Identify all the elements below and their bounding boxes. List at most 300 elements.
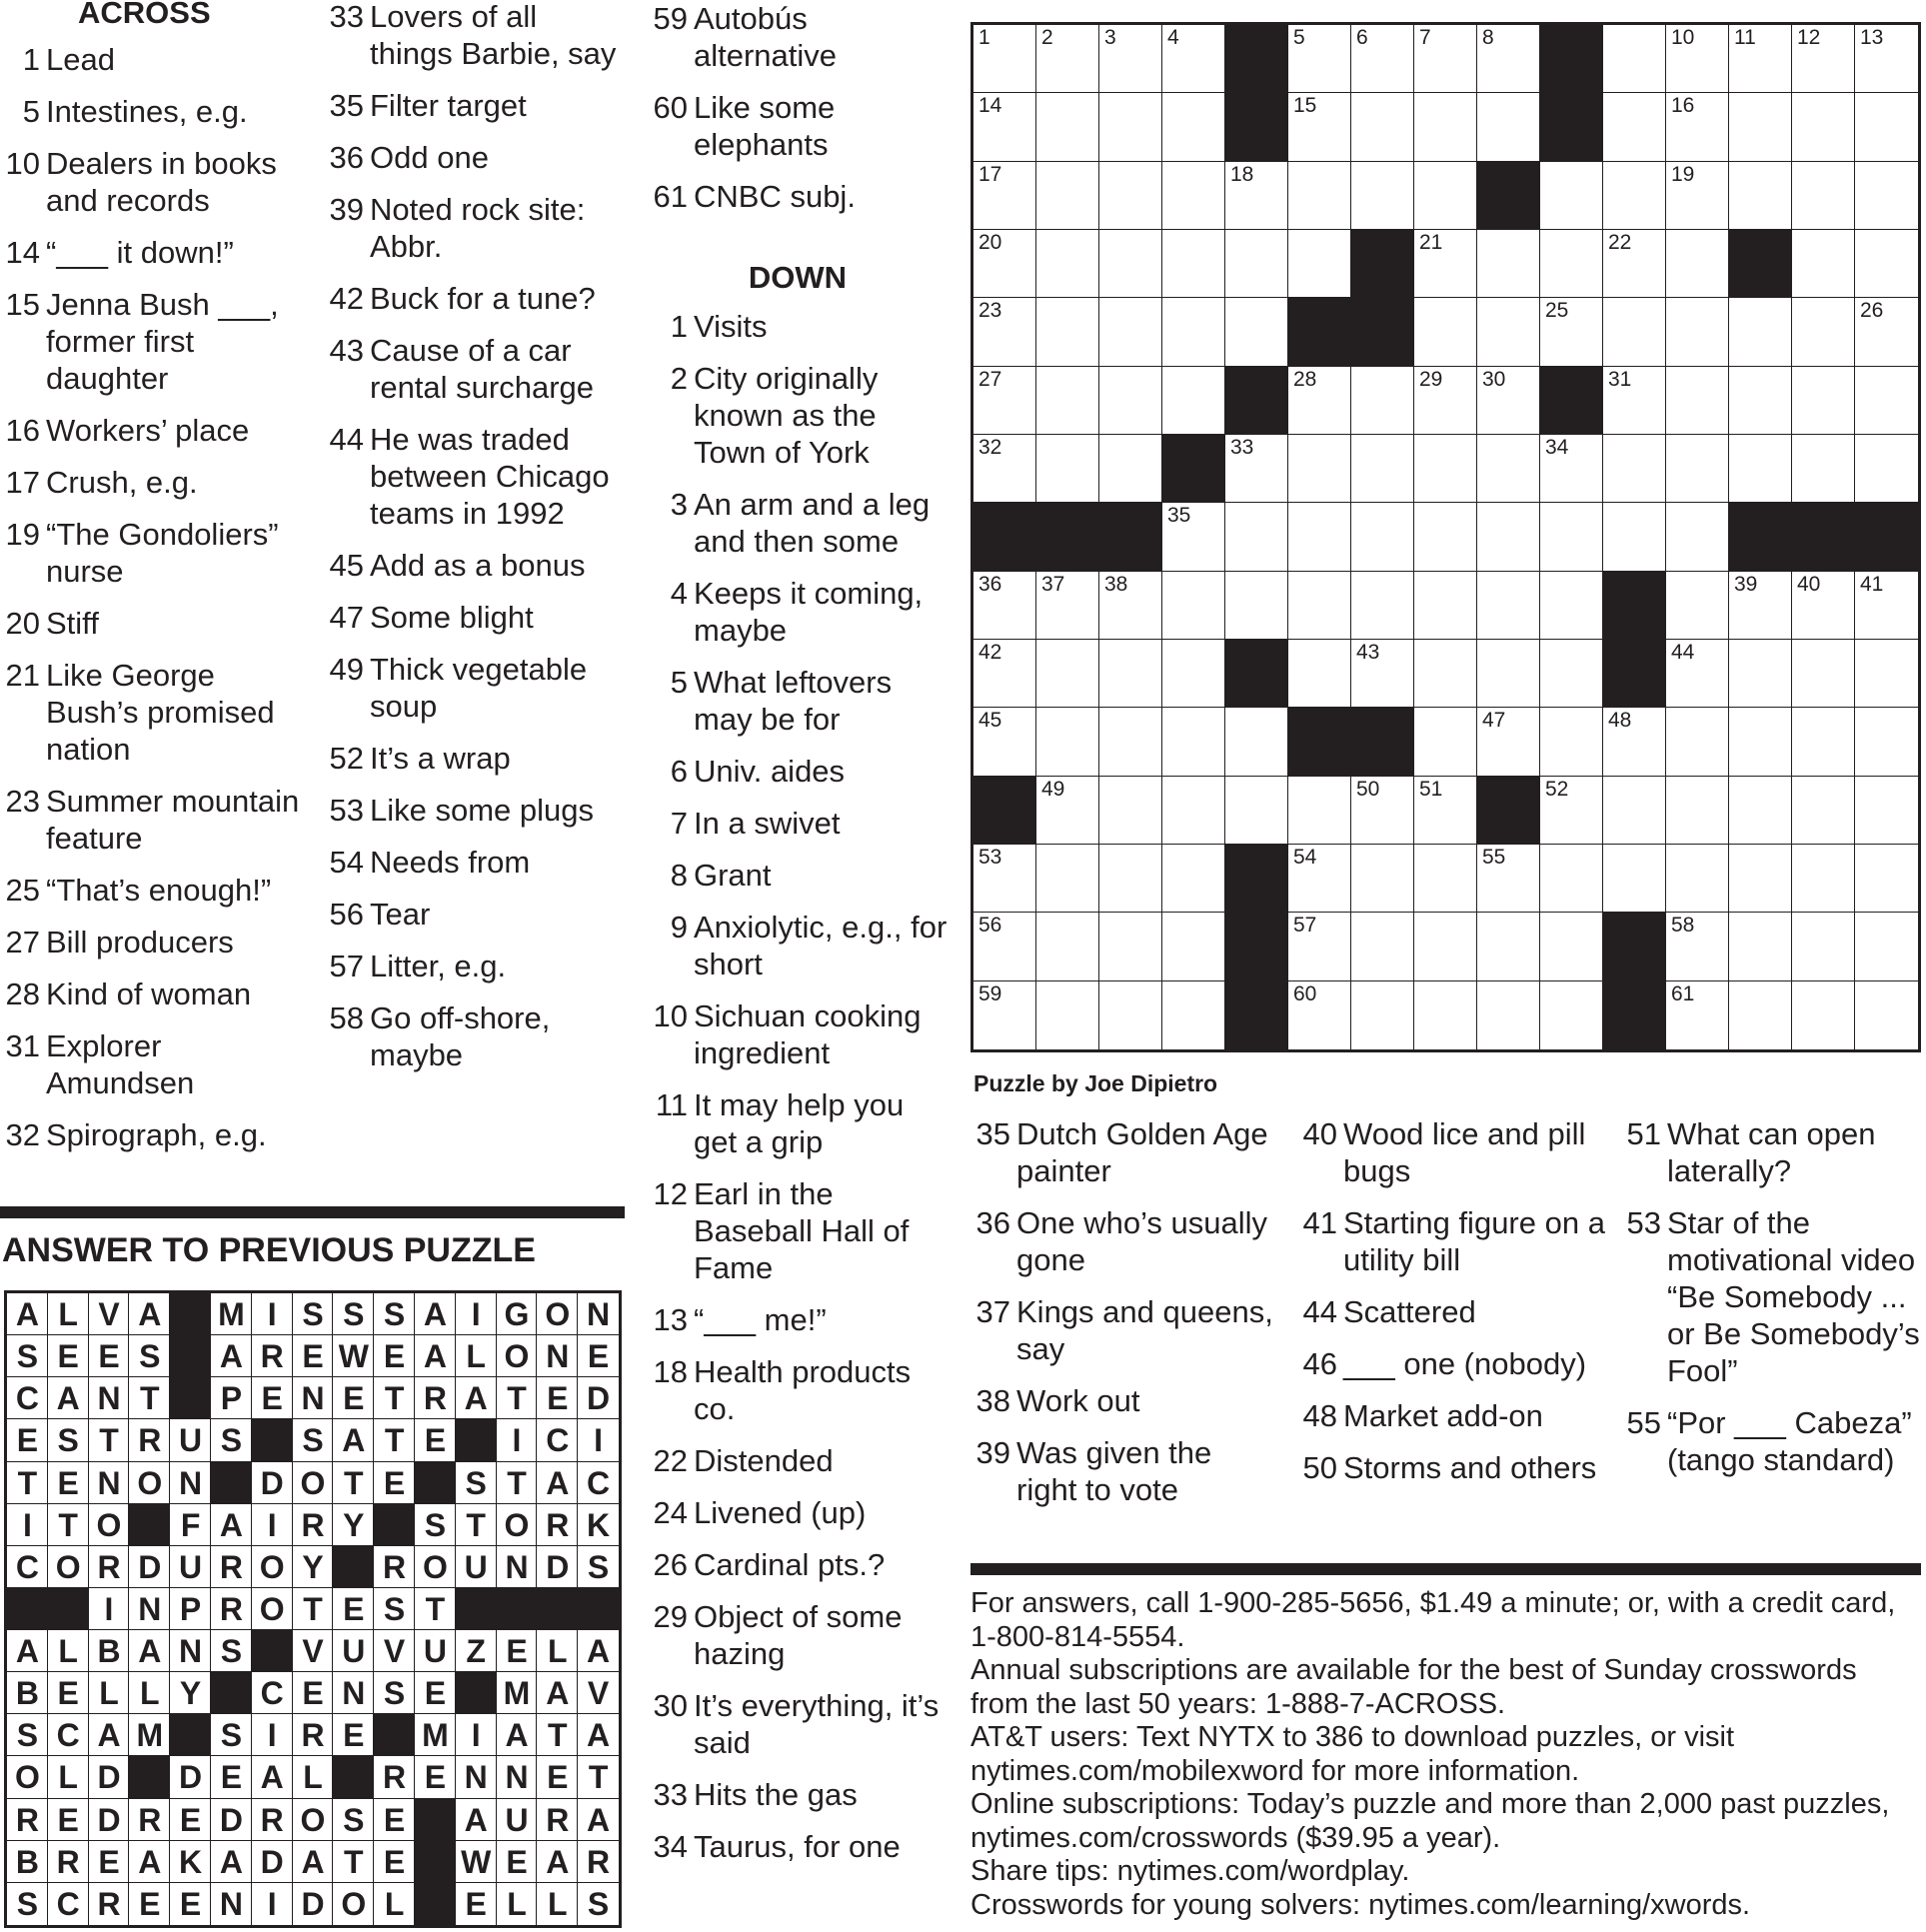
grid-cell[interactable]	[1099, 230, 1162, 298]
answer-letter: E	[333, 1588, 374, 1630]
grid-cell[interactable]	[1036, 708, 1099, 776]
grid-cell[interactable]	[1099, 25, 1162, 93]
grid-cell[interactable]	[1603, 435, 1666, 503]
grid-cell[interactable]	[1036, 981, 1099, 1049]
answer-letter: M	[211, 1293, 252, 1335]
clue-text: Crush, e.g.	[46, 465, 198, 500]
grid-cell[interactable]	[973, 708, 1036, 776]
grid-cell[interactable]	[1855, 981, 1918, 1049]
grid-cell[interactable]	[1792, 708, 1855, 776]
black-square	[1540, 93, 1603, 161]
grid-cell[interactable]	[1351, 367, 1414, 435]
grid-cell[interactable]	[1351, 162, 1414, 230]
grid-cell[interactable]	[1540, 913, 1603, 980]
grid-cell[interactable]	[1288, 25, 1351, 93]
grid-cell[interactable]	[1603, 777, 1666, 845]
grid-cell[interactable]	[973, 981, 1036, 1049]
black-square	[170, 1714, 211, 1756]
grid-cell[interactable]	[1855, 298, 1918, 366]
grid-cell[interactable]	[1603, 93, 1666, 161]
clue-number: 41	[1302, 1205, 1337, 1240]
cell-number: 50	[1356, 777, 1380, 801]
grid-cell[interactable]	[1729, 640, 1792, 708]
grid-cell[interactable]	[1414, 25, 1477, 93]
grid-cell[interactable]	[1288, 981, 1351, 1049]
grid-cell[interactable]	[1603, 367, 1666, 435]
column-3	[648, 0, 948, 1880]
answer-letter: N	[211, 1883, 252, 1925]
grid-cell[interactable]	[1855, 435, 1918, 503]
answer-letter: L	[48, 1293, 89, 1335]
answer-letter: S	[374, 1672, 415, 1714]
clue-text: “Por ___ Cabeza” (tango standard)	[1667, 1405, 1912, 1477]
grid-cell[interactable]	[1036, 298, 1099, 366]
grid-cell[interactable]	[1414, 981, 1477, 1049]
grid-cell[interactable]	[1603, 708, 1666, 776]
grid-cell[interactable]	[1855, 230, 1918, 298]
answer-letter: A	[293, 1841, 334, 1883]
clue-item	[648, 1301, 948, 1338]
grid-cell[interactable]	[1477, 367, 1540, 435]
clue-text: Like some plugs	[370, 793, 595, 828]
grid-cell[interactable]	[1162, 572, 1225, 640]
answer-letter: E	[129, 1883, 170, 1925]
grid-cell[interactable]	[1036, 777, 1099, 845]
grid-cell[interactable]	[1729, 708, 1792, 776]
answer-letter: T	[497, 1462, 538, 1504]
clue-number: 8	[670, 858, 688, 893]
black-square	[1603, 640, 1666, 708]
grid-cell[interactable]	[1603, 845, 1666, 913]
grid-cell[interactable]	[973, 572, 1036, 640]
answer-letter: E	[89, 1335, 130, 1377]
grid-cell[interactable]	[1036, 93, 1099, 161]
grid-cell[interactable]	[1729, 572, 1792, 640]
black-square	[1729, 230, 1792, 298]
answer-letter: T	[497, 1377, 538, 1419]
answer-letter: I	[252, 1293, 293, 1335]
grid-cell[interactable]	[1729, 162, 1792, 230]
answer-letter: C	[7, 1377, 48, 1419]
grid-cell[interactable]	[1603, 162, 1666, 230]
grid-cell[interactable]	[1477, 93, 1540, 161]
clue-number: 27	[5, 925, 40, 960]
grid-cell[interactable]	[1477, 913, 1540, 980]
grid-cell[interactable]	[1414, 913, 1477, 980]
answer-letter: O	[293, 1799, 334, 1841]
grid-cell[interactable]	[1162, 845, 1225, 913]
grid-cell[interactable]	[1414, 93, 1477, 161]
answer-letter: S	[293, 1419, 334, 1461]
crossword-grid[interactable]	[970, 22, 1921, 1052]
grid-cell[interactable]	[1729, 913, 1792, 980]
clue-text: Grant	[694, 858, 772, 893]
clue-item	[0, 1027, 300, 1101]
grid-cell[interactable]	[1225, 230, 1288, 298]
grid-cell[interactable]	[1414, 367, 1477, 435]
answer-letter: B	[7, 1841, 48, 1883]
answer-letter: E	[7, 1419, 48, 1461]
grid-cell[interactable]	[1540, 162, 1603, 230]
grid-cell[interactable]	[1540, 230, 1603, 298]
clue-number: 33	[329, 0, 364, 34]
grid-cell[interactable]	[1099, 572, 1162, 640]
cell-number: 29	[1419, 367, 1443, 391]
grid-cell[interactable]	[1792, 777, 1855, 845]
clue-item	[648, 1598, 948, 1672]
grid-cell[interactable]	[1288, 845, 1351, 913]
grid-cell[interactable]	[1351, 981, 1414, 1049]
answer-letter: A	[497, 1714, 538, 1756]
grid-cell[interactable]	[1099, 708, 1162, 776]
grid-cell[interactable]	[1351, 503, 1414, 571]
grid-cell[interactable]	[1855, 162, 1918, 230]
grid-cell[interactable]	[1540, 640, 1603, 708]
grid-cell[interactable]	[1288, 162, 1351, 230]
grid-cell[interactable]	[1792, 572, 1855, 640]
grid-cell[interactable]	[1099, 93, 1162, 161]
grid-cell[interactable]	[1162, 367, 1225, 435]
grid-cell[interactable]	[1792, 845, 1855, 913]
grid-cell[interactable]	[1351, 845, 1414, 913]
clue-number: 33	[653, 1777, 688, 1812]
grid-cell[interactable]	[1603, 298, 1666, 366]
grid-cell[interactable]	[1225, 572, 1288, 640]
grid-cell[interactable]	[1225, 777, 1288, 845]
grid-cell[interactable]	[1288, 913, 1351, 980]
grid-cell[interactable]	[1414, 503, 1477, 571]
grid-cell[interactable]	[1036, 230, 1099, 298]
grid-cell[interactable]	[1855, 572, 1918, 640]
grid-cell[interactable]	[1729, 845, 1792, 913]
grid-cell[interactable]	[1477, 981, 1540, 1049]
clue-list-1	[0, 41, 300, 1153]
answer-letter: E	[48, 1462, 89, 1504]
grid-cell[interactable]	[1414, 162, 1477, 230]
grid-cell[interactable]	[1729, 93, 1792, 161]
grid-cell[interactable]	[1792, 913, 1855, 980]
grid-cell[interactable]	[1603, 503, 1666, 571]
clue-number: 48	[1302, 1398, 1337, 1433]
grid-cell[interactable]	[1225, 708, 1288, 776]
grid-cell[interactable]	[1540, 298, 1603, 366]
grid-cell[interactable]	[1477, 845, 1540, 913]
grid-cell[interactable]	[1288, 777, 1351, 845]
grid-cell[interactable]	[1099, 845, 1162, 913]
answer-letter: G	[497, 1293, 538, 1335]
clue-number: 10	[653, 998, 688, 1033]
answer-letter: M	[129, 1714, 170, 1756]
grid-cell[interactable]	[1414, 572, 1477, 640]
answer-letter: O	[252, 1588, 293, 1630]
clue-number: 54	[329, 845, 364, 880]
grid-cell[interactable]	[1099, 640, 1162, 708]
cell-number: 25	[1545, 299, 1569, 323]
grid-cell[interactable]	[1036, 845, 1099, 913]
grid-cell[interactable]	[973, 162, 1036, 230]
answer-letter: A	[415, 1293, 456, 1335]
grid-cell[interactable]	[1855, 25, 1918, 93]
grid-cell[interactable]	[1351, 777, 1414, 845]
grid-cell[interactable]	[1351, 25, 1414, 93]
black-square	[1225, 981, 1288, 1049]
cell-number: 57	[1293, 914, 1317, 938]
grid-cell[interactable]	[1477, 572, 1540, 640]
grid-cell[interactable]	[1099, 435, 1162, 503]
grid-cell[interactable]	[973, 913, 1036, 980]
grid-cell[interactable]	[1540, 708, 1603, 776]
answer-letter: S	[374, 1588, 415, 1630]
grid-cell[interactable]	[1666, 298, 1729, 366]
grid-cell[interactable]	[1099, 913, 1162, 980]
grid-cell[interactable]	[1414, 708, 1477, 776]
grid-cell[interactable]	[1540, 981, 1603, 1049]
grid-cell[interactable]	[973, 640, 1036, 708]
grid-cell[interactable]	[973, 435, 1036, 503]
answer-letter: W	[333, 1335, 374, 1377]
answer-letter: T	[48, 1504, 89, 1546]
grid-cell[interactable]	[1099, 298, 1162, 366]
grid-cell[interactable]	[1162, 93, 1225, 161]
grid-cell[interactable]	[1099, 777, 1162, 845]
separator-left	[0, 1206, 625, 1218]
black-square	[578, 1588, 619, 1630]
grid-cell[interactable]	[1540, 435, 1603, 503]
grid-cell[interactable]	[1666, 367, 1729, 435]
clue-number: 29	[653, 1599, 688, 1634]
grid-cell[interactable]	[1162, 230, 1225, 298]
clue-text: Keeps it coming, maybe	[694, 576, 924, 648]
grid-cell[interactable]	[1855, 913, 1918, 980]
grid-cell[interactable]	[973, 93, 1036, 161]
grid-cell[interactable]	[1099, 367, 1162, 435]
grid-cell[interactable]	[1666, 162, 1729, 230]
grid-cell[interactable]	[1603, 25, 1666, 93]
clue-text: It’s everything, it’s said	[694, 1688, 940, 1760]
grid-cell[interactable]	[1855, 93, 1918, 161]
grid-cell[interactable]	[1477, 503, 1540, 571]
clue-number: 56	[329, 897, 364, 932]
grid-cell[interactable]	[1729, 367, 1792, 435]
grid-cell[interactable]	[1099, 981, 1162, 1049]
cell-number: 6	[1356, 26, 1368, 49]
grid-cell[interactable]	[973, 230, 1036, 298]
grid-cell[interactable]	[1540, 572, 1603, 640]
black-square	[374, 1504, 415, 1546]
black-square	[1225, 25, 1288, 93]
cell-number: 15	[1293, 94, 1317, 118]
clue-number: 52	[329, 741, 364, 776]
info-line: For answers, call 1-900-285-5656, $1.49 a minute; or, with a credit card, 1-800-814-5554.	[970, 1587, 1896, 1653]
grid-cell[interactable]	[1792, 367, 1855, 435]
grid-cell[interactable]	[1855, 708, 1918, 776]
grid-cell[interactable]	[1162, 913, 1225, 980]
grid-cell[interactable]	[1729, 25, 1792, 93]
grid-cell[interactable]	[1225, 162, 1288, 230]
grid-cell[interactable]	[1540, 503, 1603, 571]
clue-number: 55	[1626, 1405, 1661, 1440]
answer-letter: P	[211, 1377, 252, 1419]
grid-cell[interactable]	[1414, 230, 1477, 298]
grid-cell[interactable]	[1666, 845, 1729, 913]
grid-cell[interactable]	[1540, 777, 1603, 845]
grid-cell[interactable]	[1792, 981, 1855, 1049]
grid-cell[interactable]	[1288, 572, 1351, 640]
grid-cell[interactable]	[1036, 572, 1099, 640]
answer-letter: R	[374, 1756, 415, 1798]
clue-text: Tear	[370, 897, 431, 932]
grid-cell[interactable]	[1162, 162, 1225, 230]
grid-cell[interactable]	[1162, 503, 1225, 571]
grid-cell[interactable]	[1603, 230, 1666, 298]
grid-cell[interactable]	[1792, 298, 1855, 366]
clue-item	[0, 93, 300, 130]
clue-number: 34	[653, 1829, 688, 1864]
grid-cell[interactable]	[1162, 708, 1225, 776]
grid-cell[interactable]	[1288, 367, 1351, 435]
clue-item	[648, 89, 948, 163]
answer-letter: M	[497, 1672, 538, 1714]
grid-cell[interactable]	[1477, 708, 1540, 776]
grid-cell[interactable]	[1351, 93, 1414, 161]
answer-letter: D	[170, 1756, 211, 1798]
grid-cell[interactable]	[1288, 93, 1351, 161]
clue-item	[324, 651, 624, 725]
clue-number: 53	[1626, 1205, 1661, 1240]
answer-letter: E	[211, 1756, 252, 1798]
grid-cell[interactable]	[1414, 845, 1477, 913]
answer-letter: S	[211, 1630, 252, 1672]
grid-cell[interactable]	[1666, 230, 1729, 298]
clue-number: 50	[1302, 1450, 1337, 1485]
grid-cell[interactable]	[1666, 981, 1729, 1049]
grid-cell[interactable]	[1036, 640, 1099, 708]
grid-cell[interactable]	[1540, 845, 1603, 913]
grid-cell[interactable]	[1666, 640, 1729, 708]
grid-cell[interactable]	[1477, 25, 1540, 93]
grid-cell[interactable]	[1666, 435, 1729, 503]
grid-cell[interactable]	[1225, 503, 1288, 571]
clue-item	[324, 896, 624, 933]
grid-cell[interactable]	[1414, 777, 1477, 845]
grid-cell[interactable]	[1477, 640, 1540, 708]
grid-cell[interactable]	[1351, 435, 1414, 503]
clue-number: 30	[653, 1688, 688, 1723]
grid-cell[interactable]	[1036, 162, 1099, 230]
answer-letter: Y	[170, 1672, 211, 1714]
down-column-4	[970, 1115, 1280, 1523]
grid-cell[interactable]	[1855, 777, 1918, 845]
answer-letter: T	[578, 1756, 619, 1798]
grid-cell[interactable]	[1855, 640, 1918, 708]
grid-cell[interactable]	[1162, 777, 1225, 845]
grid-cell[interactable]	[1666, 25, 1729, 93]
clue-text: Explorer Amundsen	[46, 1028, 195, 1100]
grid-cell[interactable]	[1414, 298, 1477, 366]
grid-cell[interactable]	[1729, 777, 1792, 845]
grid-cell[interactable]	[1666, 913, 1729, 980]
answer-letter: B	[7, 1672, 48, 1714]
clue-text: Dutch Golden Age painter	[1016, 1116, 1268, 1188]
grid-cell[interactable]	[1729, 298, 1792, 366]
grid-cell[interactable]	[1351, 572, 1414, 640]
grid-cell[interactable]	[1225, 435, 1288, 503]
grid-cell[interactable]	[973, 298, 1036, 366]
grid-cell[interactable]	[1162, 25, 1225, 93]
grid-cell[interactable]	[1792, 93, 1855, 161]
clue-text: Market add-on	[1343, 1398, 1543, 1433]
grid-cell[interactable]	[1288, 503, 1351, 571]
grid-cell[interactable]	[1225, 298, 1288, 366]
clue-text: Dealers in books and records	[46, 146, 277, 218]
grid-cell[interactable]	[1477, 230, 1540, 298]
grid-cell[interactable]	[1036, 367, 1099, 435]
clue-text: Scattered	[1343, 1294, 1476, 1329]
grid-cell[interactable]	[1351, 913, 1414, 980]
clue-number: 19	[5, 517, 40, 552]
grid-cell[interactable]	[1729, 981, 1792, 1049]
grid-cell[interactable]	[1162, 640, 1225, 708]
grid-cell[interactable]	[1414, 435, 1477, 503]
grid-cell[interactable]	[1351, 640, 1414, 708]
grid-cell[interactable]	[1036, 913, 1099, 980]
grid-cell[interactable]	[1666, 503, 1729, 571]
cell-number: 55	[1482, 846, 1506, 869]
grid-cell[interactable]	[1288, 640, 1351, 708]
grid-cell[interactable]	[1477, 298, 1540, 366]
grid-cell[interactable]	[1162, 298, 1225, 366]
grid-cell[interactable]	[1666, 572, 1729, 640]
grid-cell[interactable]	[973, 845, 1036, 913]
grid-cell[interactable]	[1792, 25, 1855, 93]
clue-number: 4	[670, 576, 688, 611]
across-column-2	[324, 0, 624, 1088]
grid-cell[interactable]	[1477, 435, 1540, 503]
clue-number: 14	[5, 235, 40, 270]
black-square	[973, 503, 1036, 571]
grid-cell[interactable]	[1414, 640, 1477, 708]
grid-cell[interactable]	[1036, 25, 1099, 93]
grid-cell[interactable]	[1288, 230, 1351, 298]
grid-cell[interactable]	[1666, 777, 1729, 845]
grid-cell[interactable]	[1855, 367, 1918, 435]
grid-cell[interactable]	[1288, 435, 1351, 503]
grid-cell[interactable]	[1792, 230, 1855, 298]
grid-cell[interactable]	[1855, 845, 1918, 913]
grid-cell[interactable]	[973, 367, 1036, 435]
grid-cell[interactable]	[1666, 708, 1729, 776]
grid-cell[interactable]	[1729, 435, 1792, 503]
clue-number: 26	[653, 1547, 688, 1582]
grid-cell[interactable]	[1666, 93, 1729, 161]
answer-letter: L	[129, 1672, 170, 1714]
grid-cell[interactable]	[973, 25, 1036, 93]
clue-text: Work out	[1016, 1383, 1140, 1418]
grid-cell[interactable]	[1036, 435, 1099, 503]
clue-number: 25	[5, 873, 40, 908]
grid-cell[interactable]	[1792, 162, 1855, 230]
cell-number: 52	[1545, 777, 1569, 801]
across-heading: ACROSS	[78, 0, 211, 30]
answer-letter: T	[415, 1588, 456, 1630]
grid-cell[interactable]	[1792, 640, 1855, 708]
answer-letter: S	[293, 1293, 334, 1335]
grid-cell[interactable]	[1162, 981, 1225, 1049]
grid-cell[interactable]	[1792, 435, 1855, 503]
clue-text: Earl in the Baseball Hall of Fame	[694, 1176, 910, 1285]
cell-number: 22	[1608, 231, 1632, 254]
grid-cell[interactable]	[1099, 162, 1162, 230]
